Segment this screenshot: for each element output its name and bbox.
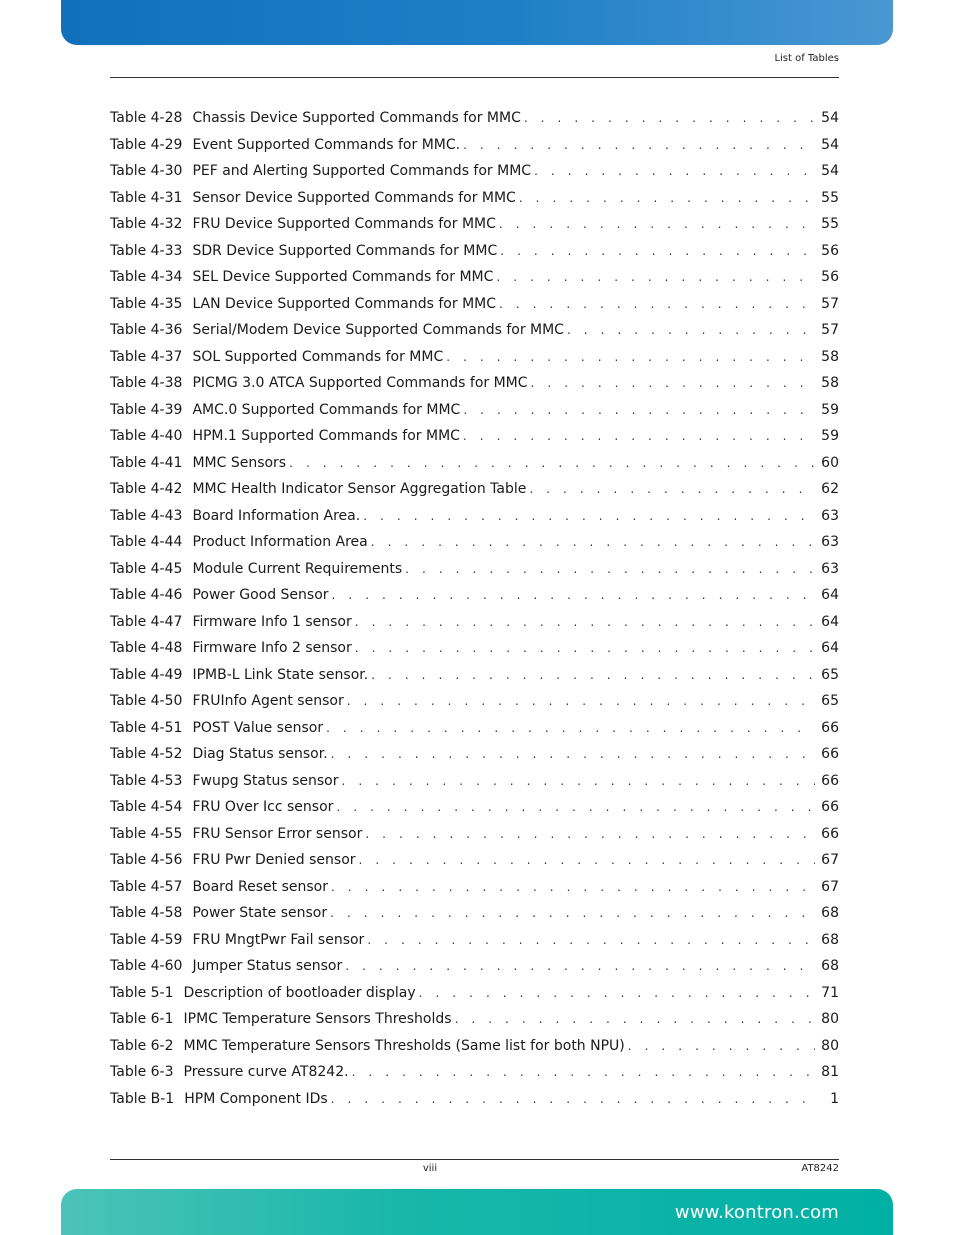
toc-entry-title: Diag Status sensor.	[192, 746, 328, 762]
toc-entry-title: SOL Supported Commands for MMC	[192, 348, 444, 365]
toc-entry-number: Table 4-39	[110, 401, 183, 418]
toc-entry-title: IPMB-L Link State sensor.	[192, 666, 369, 683]
toc-entry-title: MMC Health Indicator Sensor Aggregation Table	[192, 481, 527, 497]
toc-leader-dots	[531, 370, 815, 397]
toc-entry-number: Table 4-33	[110, 242, 183, 259]
toc-entry-number: Table 4-58	[110, 905, 183, 921]
toc-leader-dots	[500, 238, 815, 265]
toc-entry-page: 66	[821, 799, 839, 815]
toc-entry-title: Sensor Device Supported Commands for MMC	[192, 189, 516, 206]
list-of-tables	[110, 105, 839, 1112]
section-title: List of Tables	[774, 53, 839, 64]
toc-entry[interactable]	[110, 874, 839, 901]
toc-entry-number: Table 4-37	[110, 348, 183, 365]
toc-entry-number: Table 4-53	[110, 772, 183, 789]
toc-entry-title: PEF and Alerting Supported Commands for MMC	[192, 163, 532, 179]
toc-entry-page: 66	[821, 825, 839, 842]
toc-leader-dots	[496, 264, 815, 291]
toc-entry-page: 58	[821, 348, 839, 365]
toc-entry-number: Table 4-38	[110, 375, 183, 391]
toc-entry-number: Table 4-46	[110, 587, 183, 603]
toc-entry-number: Table 4-56	[110, 852, 183, 868]
toc-entry-title: Jumper Status sensor	[192, 958, 343, 974]
toc-leader-dots	[534, 158, 815, 185]
toc-leader-dots	[331, 741, 815, 768]
toc-entry-page: 56	[821, 242, 839, 259]
toc-entry-number: Table 4-44	[110, 534, 183, 550]
toc-entry[interactable]	[110, 980, 839, 1007]
toc-entry-title: FRU Sensor Error sensor	[192, 825, 363, 842]
toc-entry-page: 68	[821, 931, 839, 948]
toc-entry-page: 80	[821, 1011, 839, 1027]
toc-entry-page: 54	[821, 136, 839, 153]
toc-entry-title: Pressure curve AT8242.	[183, 1064, 349, 1080]
toc-entry-page: 67	[821, 878, 839, 895]
toc-entry-page: 66	[821, 719, 839, 736]
toc-entry-title: Event Supported Commands for MMC.	[192, 136, 461, 153]
toc-leader-dots	[342, 768, 816, 795]
toc-entry-title: Power State sensor	[192, 905, 328, 921]
toc-entry[interactable]	[110, 1033, 839, 1060]
toc-leader-dots	[405, 556, 815, 583]
toc-entry-page: 64	[821, 640, 839, 656]
toc-entry-title: FRU Device Supported Commands for MMC	[192, 216, 496, 232]
toc-entry-number: Table 6-2	[110, 1037, 174, 1054]
toc-leader-dots	[289, 450, 815, 477]
toc-leader-dots	[499, 211, 815, 238]
toc-entry-page: 63	[821, 560, 839, 577]
toc-entry-number: Table 4-29	[110, 136, 183, 153]
header-banner	[61, 0, 893, 45]
document-id: AT8242	[801, 1163, 839, 1174]
toc-entry[interactable]	[110, 529, 839, 556]
toc-leader-dots	[367, 927, 815, 954]
toc-entry-page: 57	[821, 322, 839, 338]
toc-leader-dots	[352, 1059, 815, 1086]
toc-entry-page: 59	[821, 428, 839, 444]
toc-leader-dots	[419, 980, 815, 1007]
toc-entry-number: Table 4-59	[110, 931, 183, 948]
toc-leader-dots	[332, 582, 815, 609]
toc-entry-number: Table 4-32	[110, 216, 183, 232]
toc-entry-page: 80	[821, 1037, 839, 1054]
toc-entry-title: MMC Temperature Sensors Thresholds (Same list for both NPU)	[183, 1037, 625, 1054]
toc-leader-dots	[326, 715, 815, 742]
toc-entry-title: MMC Sensors	[192, 454, 287, 471]
toc-entry-number: Table 4-35	[110, 295, 183, 312]
toc-leader-dots	[446, 344, 815, 371]
toc-entry-title: Fwupg Status sensor	[192, 772, 339, 789]
toc-entry-page: 60	[821, 454, 839, 471]
toc-entry[interactable]	[110, 1006, 839, 1033]
toc-leader-dots	[371, 529, 815, 556]
toc-entry-title: Chassis Device Supported Commands for MMC	[192, 110, 521, 126]
toc-leader-dots	[359, 847, 815, 874]
toc-entry[interactable]	[110, 609, 839, 636]
toc-entry[interactable]	[110, 953, 839, 980]
toc-entry[interactable]	[110, 503, 839, 530]
toc-leader-dots	[336, 794, 815, 821]
toc-entry-number: Table 4-60	[110, 958, 183, 974]
toc-leader-dots	[331, 1086, 815, 1113]
toc-entry-number: Table 6-3	[110, 1064, 174, 1080]
toc-leader-dots	[365, 821, 815, 848]
toc-entry[interactable]	[110, 1086, 839, 1113]
toc-entry-number: Table 6-1	[110, 1011, 174, 1027]
toc-entry[interactable]	[110, 132, 839, 159]
toc-entry[interactable]	[110, 397, 839, 424]
toc-entry-page: 64	[821, 587, 839, 603]
toc-entry[interactable]	[110, 715, 839, 742]
toc-leader-dots	[567, 317, 815, 344]
toc-entry-number: Table 4-52	[110, 746, 183, 762]
toc-entry-page: 59	[821, 401, 839, 418]
toc-entry-number: Table 4-57	[110, 878, 183, 895]
toc-entry[interactable]	[110, 450, 839, 477]
toc-entry[interactable]	[110, 662, 839, 689]
toc-entry-number: Table 4-55	[110, 825, 183, 842]
toc-entry[interactable]	[110, 582, 839, 609]
toc-entry-title: Board Information Area.	[192, 507, 361, 524]
toc-entry-page: 66	[821, 772, 839, 789]
page-number: viii	[422, 1163, 438, 1174]
toc-entry-number: Table 4-28	[110, 110, 183, 126]
toc-entry-title: HPM Component IDs	[184, 1090, 328, 1107]
toc-entry[interactable]	[110, 158, 839, 185]
toc-entry-title: SDR Device Supported Commands for MMC	[192, 242, 498, 259]
toc-entry-page: 58	[821, 375, 839, 391]
toc-entry-title: Firmware Info 1 sensor	[192, 613, 352, 630]
toc-entry[interactable]	[110, 556, 839, 583]
toc-leader-dots	[371, 662, 815, 689]
toc-entry[interactable]	[110, 847, 839, 874]
toc-entry[interactable]	[110, 211, 839, 238]
toc-entry-title: Module Current Requirements	[192, 560, 403, 577]
toc-entry-number: Table 4-31	[110, 189, 183, 206]
toc-entry[interactable]	[110, 794, 839, 821]
footer-divider	[110, 1159, 839, 1160]
toc-entry-page: 54	[821, 163, 839, 179]
toc-leader-dots	[463, 397, 815, 424]
toc-entry-page: 56	[821, 269, 839, 285]
footer-banner	[61, 1189, 893, 1235]
toc-entry-number: Table 4-36	[110, 322, 183, 338]
toc-entry[interactable]	[110, 1059, 839, 1086]
toc-entry[interactable]	[110, 423, 839, 450]
toc-entry[interactable]	[110, 185, 839, 212]
toc-entry-number: Table 4-49	[110, 666, 183, 683]
toc-entry-title: FRU Over Icc sensor	[192, 799, 334, 815]
toc-entry-page: 81	[821, 1064, 839, 1080]
toc-entry-page: 64	[821, 613, 839, 630]
toc-entry-page: 57	[821, 295, 839, 312]
toc-entry-title: Product Information Area	[192, 534, 368, 550]
toc-entry-title: Power Good Sensor	[192, 587, 329, 603]
toc-entry-number: Table B-1	[110, 1090, 175, 1107]
toc-entry-page: 68	[821, 905, 839, 921]
toc-entry-title: Board Reset sensor	[192, 878, 328, 895]
toc-leader-dots	[345, 953, 815, 980]
toc-leader-dots	[347, 688, 815, 715]
toc-entry-title: IPMC Temperature Sensors Thresholds	[183, 1011, 452, 1027]
toc-leader-dots	[524, 105, 815, 132]
toc-entry[interactable]	[110, 291, 839, 318]
toc-entry[interactable]	[110, 741, 839, 768]
toc-leader-dots	[628, 1033, 815, 1060]
toc-leader-dots	[355, 609, 815, 636]
toc-entry-title: Firmware Info 2 sensor	[192, 640, 352, 656]
toc-entry-page: 71	[821, 984, 839, 1001]
toc-entry-number: Table 4-34	[110, 269, 183, 285]
toc-entry-number: Table 5-1	[110, 984, 174, 1001]
toc-entry-page: 1	[830, 1090, 839, 1107]
toc-entry-number: Table 4-42	[110, 481, 183, 497]
toc-entry-title: FRUInfo Agent sensor	[192, 693, 344, 709]
toc-entry-number: Table 4-43	[110, 507, 183, 524]
toc-entry-number: Table 4-48	[110, 640, 183, 656]
toc-leader-dots	[529, 476, 815, 503]
toc-entry[interactable]	[110, 238, 839, 265]
toc-entry-number: Table 4-51	[110, 719, 183, 736]
toc-entry-number: Table 4-54	[110, 799, 183, 815]
toc-entry-title: HPM.1 Supported Commands for MMC	[192, 428, 460, 444]
toc-entry[interactable]	[110, 688, 839, 715]
toc-entry-page: 62	[821, 481, 839, 497]
toc-entry-page: 54	[821, 110, 839, 126]
toc-leader-dots	[519, 185, 815, 212]
toc-entry-title: AMC.0 Supported Commands for MMC	[192, 401, 461, 418]
toc-entry-title: LAN Device Supported Commands for MMC	[192, 295, 497, 312]
toc-entry-title: POST Value sensor	[192, 719, 324, 736]
toc-entry-number: Table 4-40	[110, 428, 183, 444]
toc-entry-title: FRU MngtPwr Fail sensor	[192, 931, 365, 948]
toc-entry[interactable]	[110, 344, 839, 371]
header-divider	[110, 77, 839, 78]
toc-entry-title: SEL Device Supported Commands for MMC	[192, 269, 494, 285]
toc-entry-page: 68	[821, 958, 839, 974]
toc-entry[interactable]	[110, 927, 839, 954]
toc-entry-page: 65	[821, 666, 839, 683]
toc-entry-title: PICMG 3.0 ATCA Supported Commands for MMC	[192, 375, 528, 391]
toc-entry[interactable]	[110, 476, 839, 503]
toc-entry-number: Table 4-41	[110, 454, 183, 471]
toc-entry-page: 63	[821, 507, 839, 524]
toc-leader-dots	[463, 423, 815, 450]
toc-entry-number: Table 4-47	[110, 613, 183, 630]
toc-entry[interactable]	[110, 370, 839, 397]
toc-leader-dots	[499, 291, 815, 318]
toc-entry[interactable]	[110, 264, 839, 291]
toc-entry-page: 65	[821, 693, 839, 709]
toc-entry-page: 67	[821, 852, 839, 868]
toc-entry-page: 63	[821, 534, 839, 550]
toc-entry[interactable]	[110, 635, 839, 662]
toc-entry-title: Description of bootloader display	[183, 984, 416, 1001]
toc-entry-page: 55	[821, 189, 839, 206]
toc-entry-title: FRU Pwr Denied sensor	[192, 852, 356, 868]
toc-entry-page: 66	[821, 746, 839, 762]
toc-entry-page: 55	[821, 216, 839, 232]
toc-entry[interactable]	[110, 900, 839, 927]
toc-leader-dots	[355, 635, 815, 662]
toc-leader-dots	[331, 874, 815, 901]
toc-entry[interactable]	[110, 768, 839, 795]
toc-entry-number: Table 4-50	[110, 693, 183, 709]
toc-entry-title: Serial/Modem Device Supported Commands for MMC	[192, 322, 564, 338]
toc-leader-dots	[363, 503, 815, 530]
website-link[interactable]: www.kontron.com	[674, 1202, 839, 1223]
toc-entry[interactable]	[110, 317, 839, 344]
toc-entry[interactable]	[110, 821, 839, 848]
toc-entry[interactable]	[110, 105, 839, 132]
toc-entry-number: Table 4-45	[110, 560, 183, 577]
toc-leader-dots	[455, 1006, 815, 1033]
toc-leader-dots	[330, 900, 815, 927]
toc-leader-dots	[463, 132, 815, 159]
toc-entry-number: Table 4-30	[110, 163, 183, 179]
